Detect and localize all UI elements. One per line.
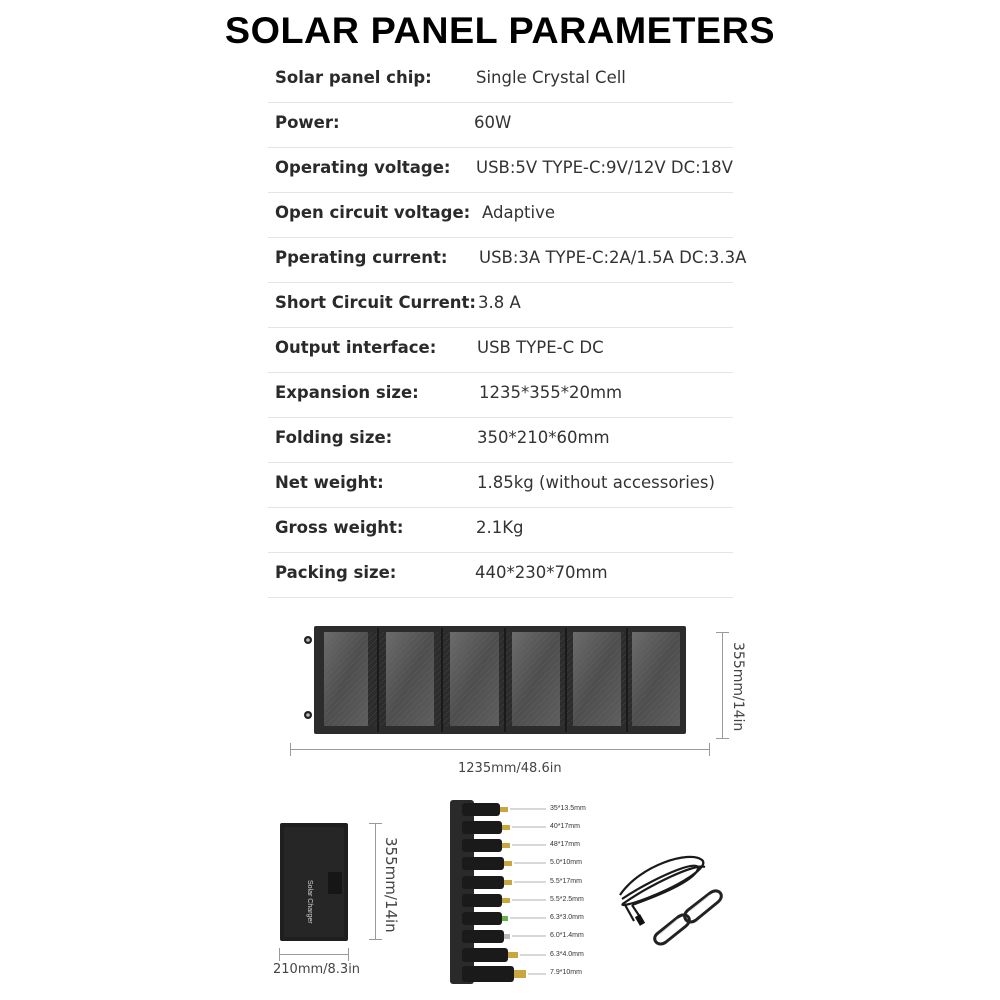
unfolded-height-label: 355mm/14in (730, 642, 746, 732)
spec-label: Pperating current: (275, 248, 448, 267)
connector-label: 5.5*17mm (550, 878, 582, 885)
spec-label: Folding size: (275, 428, 393, 447)
dimension-tick (369, 823, 382, 824)
connector-label: 7.9*10mm (550, 969, 582, 976)
folded-brand-text: Solar Charger (306, 880, 313, 924)
dimension-tick (290, 743, 291, 756)
spec-row-chip (268, 58, 733, 103)
dimension-tick (709, 743, 710, 756)
folded-width-label: 210mm/8.3in (273, 962, 361, 977)
spec-label: Output interface: (275, 338, 437, 357)
connector-label: 6.0*1.4mm (550, 932, 584, 939)
spec-row-operating-voltage (268, 148, 733, 193)
dimension-tick (279, 948, 280, 961)
page-title: SOLAR PANEL PARAMETERS (224, 10, 776, 51)
spec-value: Single Crystal Cell (476, 68, 626, 87)
folded-solar-panel-image (278, 820, 350, 945)
connector-label: 5.0*10mm (550, 859, 582, 866)
spec-label: Solar panel chip: (275, 68, 432, 87)
spec-label: Open circuit voltage: (275, 203, 471, 222)
spec-row-short-circuit-current (268, 283, 733, 328)
spec-table (268, 58, 747, 598)
dc-connector-set-image (450, 798, 550, 988)
spec-value: USB:3A TYPE-C:2A/1.5A DC:3.3A (479, 248, 747, 267)
dimension-tick (348, 948, 349, 961)
spec-row-operating-current (268, 238, 747, 283)
spec-label: Gross weight: (275, 518, 404, 537)
cable-and-carabiners-image (610, 845, 725, 955)
dimension-tick (716, 738, 729, 739)
connector-label: 6.3*4.0mm (550, 951, 584, 958)
spec-value: 350*210*60mm (477, 428, 610, 447)
spec-row-folding-size (268, 418, 733, 463)
spec-label: Power: (275, 113, 340, 132)
spec-label: Net weight: (275, 473, 384, 492)
connector-label: 48*17mm (550, 841, 580, 848)
unfolded-solar-panel-image (290, 618, 730, 743)
spec-value: 60W (474, 113, 512, 132)
spec-value: 3.8 A (478, 293, 521, 312)
spec-value: 440*230*70mm (475, 563, 608, 582)
connector-label: 5.5*2.5mm (550, 896, 584, 903)
spec-row-packing-size (268, 553, 733, 598)
width-dimension-line (290, 749, 710, 750)
spec-label: Short Circuit Current: (275, 293, 477, 312)
spec-row-power (268, 103, 733, 148)
spec-label: Operating voltage: (275, 158, 451, 177)
unfolded-width-label: 1235mm/48.6in (458, 761, 562, 776)
height-dimension-line (722, 632, 723, 739)
spec-label: Packing size: (275, 563, 397, 582)
spec-value: USB TYPE-C DC (477, 338, 604, 357)
dimension-tick (369, 939, 382, 940)
spec-value: USB:5V TYPE-C:9V/12V DC:18V (476, 158, 733, 177)
spec-row-open-circuit-voltage (268, 193, 733, 238)
connector-label: 6.3*3.0mm (550, 914, 584, 921)
folded-width-line (279, 954, 349, 955)
spec-row-expansion-size (268, 373, 733, 418)
spec-row-output-interface (268, 328, 733, 373)
spec-value: 1235*355*20mm (479, 383, 623, 402)
spec-row-net-weight (268, 463, 733, 508)
spec-label: Expansion size: (275, 383, 419, 402)
connector-label: 40*17mm (550, 823, 580, 830)
spec-value: Adaptive (482, 203, 556, 222)
folded-height-label: 355mm/14in (382, 837, 400, 933)
spec-value: 1.85kg (without accessories) (477, 473, 715, 492)
spec-row-gross-weight (268, 508, 733, 553)
folded-height-line (375, 823, 376, 940)
spec-value: 2.1Kg (476, 518, 524, 537)
dimension-tick (716, 632, 729, 633)
connector-label: 35*13.5mm (550, 805, 586, 812)
